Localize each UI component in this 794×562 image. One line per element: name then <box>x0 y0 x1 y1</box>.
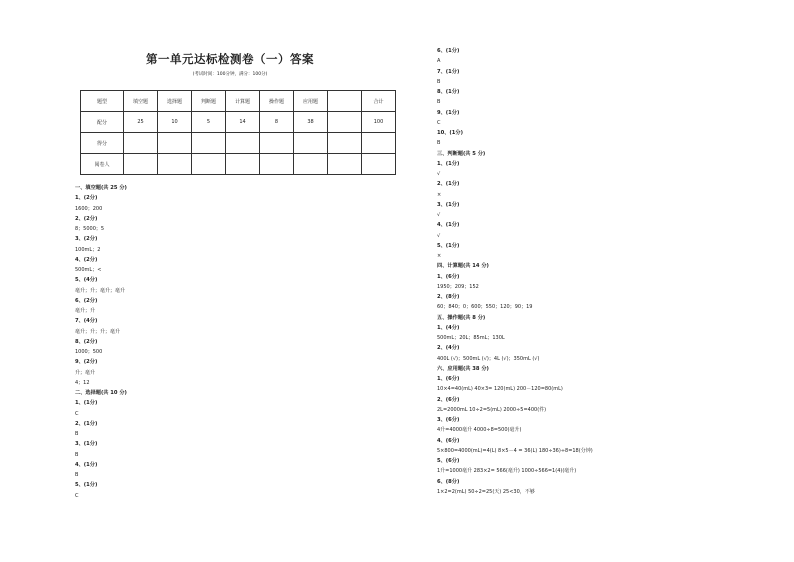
section-heading: 一、填空题(共 25 分) <box>75 185 127 191</box>
answer-title: 第一单元达标检测卷（一）答案 <box>146 52 314 66</box>
table-cell: 操作题 <box>260 91 294 112</box>
section-heading: 2、(1分) <box>75 420 98 427</box>
answer-line: B <box>437 140 441 147</box>
table-cell: 14 <box>226 112 260 133</box>
section-heading: 2、(6分) <box>437 396 460 403</box>
answer-line: 400L (√)；500mL (√)；4L (√)；350mL (√) <box>437 355 540 362</box>
table-cell[interactable] <box>226 154 260 175</box>
section-heading: 5、(4分) <box>75 277 98 284</box>
answer-line: 1000；500 <box>75 349 103 355</box>
table-cell[interactable] <box>294 133 328 154</box>
table-row <box>81 133 396 154</box>
section-heading: 9、(1分) <box>437 109 460 116</box>
section-heading: 2、(2分) <box>75 215 98 222</box>
answer-line: 100mL；2 <box>75 246 101 253</box>
answer-line: √ <box>437 212 441 218</box>
section-heading: 4、(6分) <box>437 437 460 444</box>
section-heading: 3、(6分) <box>437 417 460 423</box>
answer-line: C <box>437 119 441 126</box>
table-cell: 100 <box>362 112 396 133</box>
table-cell[interactable] <box>260 133 294 154</box>
section-heading: 5、(6分) <box>437 458 460 464</box>
answer-line: 10×4=40(mL) 40×3= 120(mL) 200－120=80(mL) <box>437 386 563 393</box>
section-heading: 6、(1分) <box>437 48 460 54</box>
table-cell <box>328 112 362 133</box>
table-cell: 10 <box>158 112 192 133</box>
table-cell: 计算题 <box>226 91 260 112</box>
section-heading: 2、(8分) <box>437 294 460 300</box>
section-heading: 6、(2分) <box>75 297 98 304</box>
section-heading: 4、(1分) <box>75 461 98 468</box>
table-cell: 题型 <box>81 91 124 112</box>
section-heading: 二、选择题(共 10 分) <box>75 390 127 396</box>
answer-line: 5×800=4000(mL)=4(L) 8×5－4 = 36(L) 180÷36)÷8=18(分钟) <box>437 447 593 454</box>
answer-line: C <box>75 492 79 499</box>
answer-line: B <box>75 431 79 437</box>
section-heading: 9、(2分) <box>75 359 98 366</box>
section-heading: 4、(2分) <box>75 256 98 263</box>
answer-line: 毫升；升；升；毫升 <box>75 328 121 335</box>
table-cell[interactable] <box>260 154 294 175</box>
answer-line: 4；12 <box>75 379 90 386</box>
table-cell: 5 <box>192 112 226 133</box>
answer-line: 4升=4000毫升 4000÷8=500(毫升) <box>437 427 522 434</box>
score-table <box>80 90 396 175</box>
table-cell[interactable] <box>226 133 260 154</box>
section-heading: 7、(1分) <box>437 68 460 75</box>
table-cell <box>328 91 362 112</box>
answer-line: 500mL；< <box>75 267 102 273</box>
table-cell[interactable] <box>192 154 226 175</box>
answer-line: 毫升；升；毫升；毫升 <box>75 287 126 294</box>
answer-line: 1600；200 <box>75 205 103 212</box>
answer-line: B <box>75 451 79 458</box>
table-row <box>81 112 396 133</box>
table-cell: 合计 <box>362 91 396 112</box>
answer-line: 2L=2000mL 10÷2=5(mL) 2000÷5=400(件) <box>437 406 547 413</box>
table-cell[interactable] <box>362 133 396 154</box>
table-cell: 配分 <box>81 112 124 133</box>
section-heading: 6、(8分) <box>437 478 460 485</box>
section-heading: 1、(6分) <box>437 273 460 280</box>
section-heading: 2、(1分) <box>437 181 460 188</box>
section-heading: 1、(2分) <box>75 195 98 202</box>
section-heading: 四、计算题(共 14 分) <box>437 263 489 270</box>
exam-info: (考试时间：100分钟，满分：100分) <box>192 72 268 77</box>
table-cell[interactable] <box>158 133 192 154</box>
section-heading: 5、(1分) <box>437 242 460 249</box>
answer-line: 60；840；0；600；550；120；90；19 <box>437 304 533 311</box>
answer-line: 1升=1000毫升 283×2= 566(毫升) 1000÷566=1(4)(毫升) <box>437 468 577 475</box>
table-cell: 选择题 <box>158 91 192 112</box>
section-heading: 8、(1分) <box>437 89 460 95</box>
table-cell: 得分 <box>81 133 124 154</box>
section-heading: 2、(4分) <box>437 345 460 352</box>
table-cell[interactable] <box>124 133 158 154</box>
table-cell: 阅卷人 <box>81 154 124 175</box>
table-cell: 38 <box>294 112 328 133</box>
table-cell[interactable] <box>328 133 362 154</box>
section-heading: 1、(1分) <box>75 400 98 407</box>
answer-line: 500mL；20L；85mL；130L <box>437 335 505 341</box>
table-cell[interactable] <box>362 154 396 175</box>
answer-line: B <box>75 472 79 478</box>
table-cell: 填空题 <box>124 91 158 112</box>
table-cell[interactable] <box>294 154 328 175</box>
table-row <box>81 154 396 175</box>
table-cell[interactable] <box>158 154 192 175</box>
answer-line: B <box>437 78 441 85</box>
answer-line: 升；毫升 <box>75 369 96 376</box>
answer-line: × <box>437 191 442 198</box>
table-cell: 应用题 <box>294 91 328 112</box>
answer-line: C <box>75 410 79 417</box>
section-heading: 1、(1分) <box>437 160 460 167</box>
section-heading: 六、应用题(共 38 分) <box>437 365 489 372</box>
section-heading: 1、(4分) <box>437 324 460 331</box>
section-heading: 五、操作题(共 8 分) <box>437 314 486 321</box>
section-heading: 5、(1分) <box>75 482 98 489</box>
answer-line: × <box>437 253 442 259</box>
answer-line: √ <box>437 232 441 239</box>
section-heading: 3、(1分) <box>75 441 98 448</box>
table-cell: 判断题 <box>192 91 226 112</box>
answer-line: 1×2=2(mL) 50÷2=25(天) 25<30，不够 <box>437 488 535 495</box>
answer-line: 8；5000；5 <box>75 226 105 232</box>
section-heading: 10、(1分) <box>437 130 463 136</box>
table-cell[interactable] <box>192 133 226 154</box>
section-heading: 三、判断题(共 5 分) <box>437 150 486 157</box>
table-cell: 8 <box>260 112 294 133</box>
answer-line: B <box>437 99 441 106</box>
table-cell[interactable] <box>124 154 158 175</box>
section-heading: 3、(2分) <box>75 236 98 243</box>
answer-line: 1950；209；152 <box>437 283 479 290</box>
answer-line: A <box>437 58 441 65</box>
answer-line: √ <box>437 171 441 177</box>
section-heading: 3、(1分) <box>437 201 460 208</box>
section-heading: 1、(6分) <box>437 376 460 382</box>
table-cell[interactable] <box>328 154 362 175</box>
table-cell: 25 <box>124 112 158 133</box>
section-heading: 8、(2分) <box>75 338 98 345</box>
section-heading: 7、(4分) <box>75 318 98 325</box>
section-heading: 4、(1分) <box>437 222 460 229</box>
answer-line: 毫升；升 <box>75 308 96 314</box>
table-header-row <box>81 91 396 112</box>
